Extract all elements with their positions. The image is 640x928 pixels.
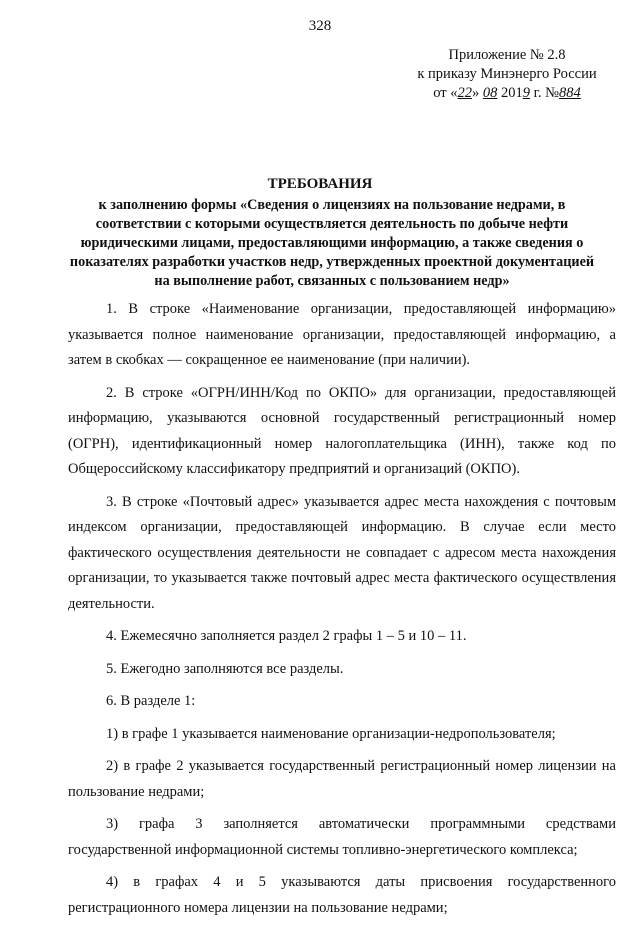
paragraph: 2) в графе 2 указывается государственный регистрационный номер лицензии на пользование недрами; (68, 758, 616, 800)
paragraph: 1) в графе 1 указывается наименование организации-недропользователя; (106, 725, 556, 742)
appendix-date-line (402, 84, 612, 103)
page-number: 328 (308, 18, 332, 34)
paragraph: 4. Ежемесячно заполняется раздел 2 графы 1 – 5 и 10 – 11. (106, 628, 467, 644)
paragraph: 2. В строке «ОГРН/ИНН/Код по ОКПО» для организации, предоставляющей информацию, указываются основной государственный регистрационный номер (ОГРН), идентификационный номер налогоплательщика (ИНН), также код по Общероссийскому классификатору предприятий и организаций (ОКПО). (68, 384, 616, 477)
document-body (68, 297, 616, 928)
paragraph: 6. В разделе 1: (106, 693, 196, 709)
document-subtitle: к заполнению формы «Сведения о лицензиях на пользование недрами, в соответствии с которыми осуществляется деятельность по добыче нефти юридическими лицами, предоставляющими информацию, а также сведения о показателях разработки участков недр, утвержденных проектной документацией на выполнение работ, связанных с пользованием недр» (69, 197, 595, 289)
paragraph: 3. В строке «Почтовый адрес» указывается адрес места нахождения с почтовым индексом организации, предоставляющей информацию. В случае если место фактического осуществления деятельности не совпадает с адресом места нахождения организации, то указывается также почтовый адрес места фактического осуществления деятельности. (68, 493, 616, 612)
paragraph: 4) в графах 4 и 5 указываются даты присвоения государственного регистрационного номера лицензии на пользование недрами; (68, 874, 616, 916)
date-mid1: » (472, 85, 483, 101)
paragraph: 1. В строке «Наименование организации, предоставляющей информацию» указывается полное наименование организации, предоставляющей информацию, а затем в скобках — сокращенное ее наименование (при наличии). (68, 301, 616, 368)
date-prefix: от « (433, 85, 458, 101)
date-month: 08 (482, 85, 498, 101)
paragraph: 5. Ежегодно заполняются все разделы. (106, 660, 344, 677)
appendix-block (402, 46, 612, 103)
paragraph: 3) графа 3 заполняется автоматически программными средствами государственной информационной системы топливно-энергетического комплекса; (68, 816, 616, 858)
appendix-order: к приказу Минэнерго России (417, 66, 597, 82)
date-mid2: 201 (497, 85, 523, 101)
date-day: 22 (457, 85, 472, 101)
document-title: ТРЕБОВАНИЯ (267, 176, 373, 192)
order-number: 884 (559, 85, 581, 101)
date-mid3: г. № (530, 85, 560, 101)
date-year-digit: 9 (522, 85, 530, 101)
appendix-title: Приложение № 2.8 (448, 47, 566, 63)
